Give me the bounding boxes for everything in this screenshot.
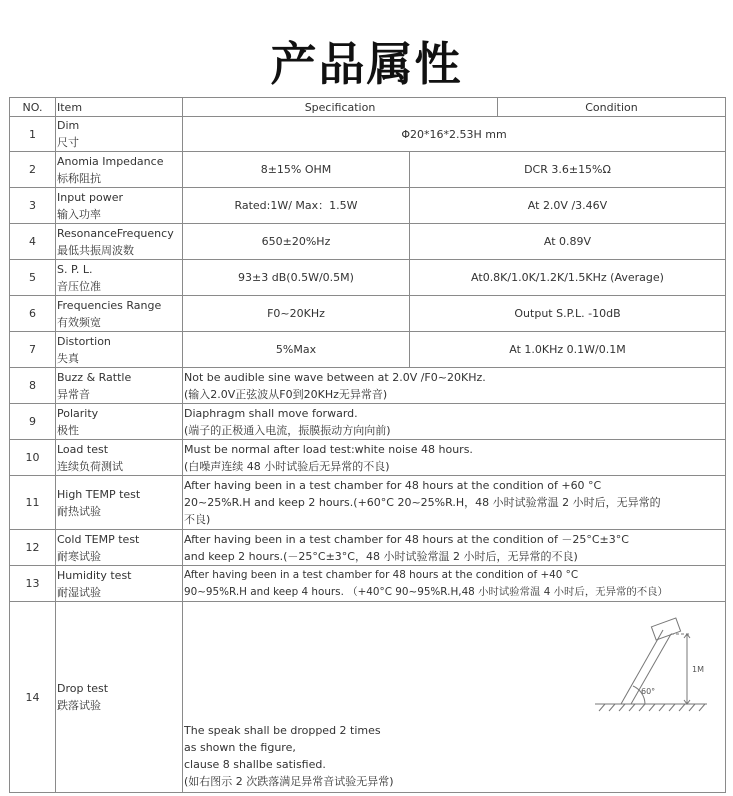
item-en: Anomia Impedance [57, 154, 164, 168]
table-row [10, 152, 726, 188]
description-line: After having been in a test chamber for 48 hours at the condition of －25°C±3°C [184, 532, 629, 546]
row-number: 14 [10, 602, 56, 793]
item-en: Distortion [57, 334, 111, 348]
description-line: as shown the figure, [184, 741, 296, 754]
description-cell [183, 566, 726, 602]
description-line: The speak shall be dropped 2 times [184, 724, 381, 737]
description-cell [183, 440, 726, 476]
item-cell [56, 188, 183, 224]
description-line: 90~95%R.H and keep 4 hours. （+40°C 90~95%R.H,48 小时试验常温 4 小时后，无异常的不良） [184, 585, 668, 598]
item-cn: 有效频宽 [57, 315, 101, 329]
description-cell [183, 602, 726, 793]
header-item: Item [56, 98, 183, 117]
condition-cell: At 0.89V [410, 224, 726, 260]
item-cn: 跌落试验 [57, 699, 101, 712]
condition-cell: DCR 3.6±15%Ω [410, 152, 726, 188]
drop-height-label: 1M [692, 665, 704, 674]
item-cell [56, 368, 183, 404]
item-cn: 尺寸 [57, 136, 79, 149]
drop-test-figure [591, 616, 711, 716]
condition-cell: At0.8K/1.0K/1.2K/1.5KHz (Average) [410, 260, 726, 296]
table-row [10, 117, 726, 152]
description-line: After having been in a test chamber for 48 hours at the condition of +60 °C [184, 479, 602, 492]
description-cell [183, 404, 726, 440]
item-cn: 最低共振周波数 [57, 243, 134, 257]
table-row [10, 440, 726, 476]
item-cell [56, 440, 183, 476]
row-number: 9 [10, 404, 56, 440]
description-line: (白噪声连续 48 小时试验后无异常的不良) [184, 459, 390, 473]
row-number: 8 [10, 368, 56, 404]
item-en: High TEMP test [57, 487, 141, 501]
description-line: Not be audible sine wave between at 2.0V /F0~20KHz. [184, 370, 486, 384]
header-condition: Condition [498, 98, 726, 117]
description-line: After having been in a test chamber for 48 hours at the condition of +40 °C [184, 568, 579, 581]
table-row [10, 260, 726, 296]
item-en: Frequencies Range [57, 298, 162, 312]
item-en: Buzz & Rattle [57, 370, 132, 384]
description-line: and keep 2 hours.(－25°C±3°C，48 小时试验常温 2 小时后，无异常的不良) [184, 549, 578, 563]
description-line: 20~25%R.H and keep 2 hours.(+60°C 20~25%R.H，48 小时试验常温 2 小时后，无异常的 [184, 496, 661, 509]
value-cell: Φ20*16*2.53H mm [183, 117, 726, 152]
table-row [10, 188, 726, 224]
item-cn: 标称阻抗 [57, 171, 101, 185]
condition-cell: Output S.P.L. -10dB [410, 296, 726, 332]
item-en: Humidity test [57, 568, 132, 582]
item-cell [56, 602, 183, 793]
item-en: ResonanceFrequency [57, 226, 174, 240]
description-cell [183, 476, 726, 530]
condition-cell: At 1.0KHz 0.1W/0.1M [410, 332, 726, 368]
item-cn: 音压位准 [57, 279, 101, 293]
item-en: Dim [57, 119, 80, 132]
item-cell [56, 117, 183, 152]
item-cell [56, 404, 183, 440]
description-cell [183, 530, 726, 566]
table-row [10, 602, 726, 793]
row-number: 10 [10, 440, 56, 476]
table-row [10, 530, 726, 566]
spec-cell: 650±20%Hz [183, 224, 410, 260]
item-cell [56, 296, 183, 332]
description-line: (输入2.0V正弦波从F0到20KHz无异常音) [184, 387, 388, 401]
row-number: 6 [10, 296, 56, 332]
condition-cell: At 2.0V /3.46V [410, 188, 726, 224]
table-row [10, 224, 726, 260]
item-cell [56, 260, 183, 296]
row-number: 3 [10, 188, 56, 224]
description-line: 不良) [184, 513, 211, 526]
item-en: Input power [57, 190, 123, 204]
item-en: Drop test [57, 682, 109, 695]
row-number: 4 [10, 224, 56, 260]
table-row [10, 368, 726, 404]
spec-table [9, 97, 726, 793]
item-cell [56, 530, 183, 566]
drop-angle-label: 60° [641, 687, 656, 696]
description-line: Must be normal after load test:white noise 48 hours. [184, 442, 473, 456]
item-cn: 异常音 [57, 387, 90, 401]
spec-cell: 5%Max [183, 332, 410, 368]
item-cell [56, 332, 183, 368]
row-number: 12 [10, 530, 56, 566]
item-en: Load test [57, 442, 109, 456]
spec-cell: 93±3 dB(0.5W/0.5M) [183, 260, 410, 296]
item-cell [56, 566, 183, 602]
item-cn: 输入功率 [57, 207, 101, 221]
table-row [10, 296, 726, 332]
drop-description [184, 722, 724, 792]
item-en: Cold TEMP test [57, 532, 140, 546]
row-number: 2 [10, 152, 56, 188]
description-line: (如右图示 2 次跌落满足异常音试验无异常) [184, 775, 394, 788]
item-cell [56, 224, 183, 260]
description-line: (端子的正极通入电流，振膜振动方向向前) [184, 423, 391, 437]
description-line: clause 8 shallbe satisfied. [184, 758, 326, 771]
description-cell [183, 368, 726, 404]
row-number: 13 [10, 566, 56, 602]
item-cn: 极性 [57, 423, 79, 437]
item-cn: 耐湿试验 [57, 585, 101, 599]
item-cn: 连续负荷测试 [57, 459, 123, 473]
item-cn: 失真 [57, 351, 79, 365]
item-en: S. P. L. [57, 262, 93, 276]
table-row [10, 476, 726, 530]
table-row [10, 404, 726, 440]
table-row [10, 566, 726, 602]
item-cn: 耐热试验 [57, 504, 101, 518]
row-number: 1 [10, 117, 56, 152]
spec-cell: F0~20KHz [183, 296, 410, 332]
description-line: Diaphragm shall move forward. [184, 406, 358, 420]
item-en: Polarity [57, 406, 99, 420]
header-no: NO. [10, 98, 56, 117]
row-number: 7 [10, 332, 56, 368]
table-row [10, 332, 726, 368]
row-number: 11 [10, 476, 56, 530]
item-cn: 耐寒试验 [57, 549, 101, 563]
spec-cell: 8±15% OHM [183, 152, 410, 188]
page-title: 产品属性 [270, 37, 463, 91]
table-header-row [10, 98, 726, 117]
item-cell [56, 476, 183, 530]
header-specification: Specification [183, 98, 498, 117]
spec-cell: Rated:1W/ Max：1.5W [183, 188, 410, 224]
item-cell [56, 152, 183, 188]
row-number: 5 [10, 260, 56, 296]
